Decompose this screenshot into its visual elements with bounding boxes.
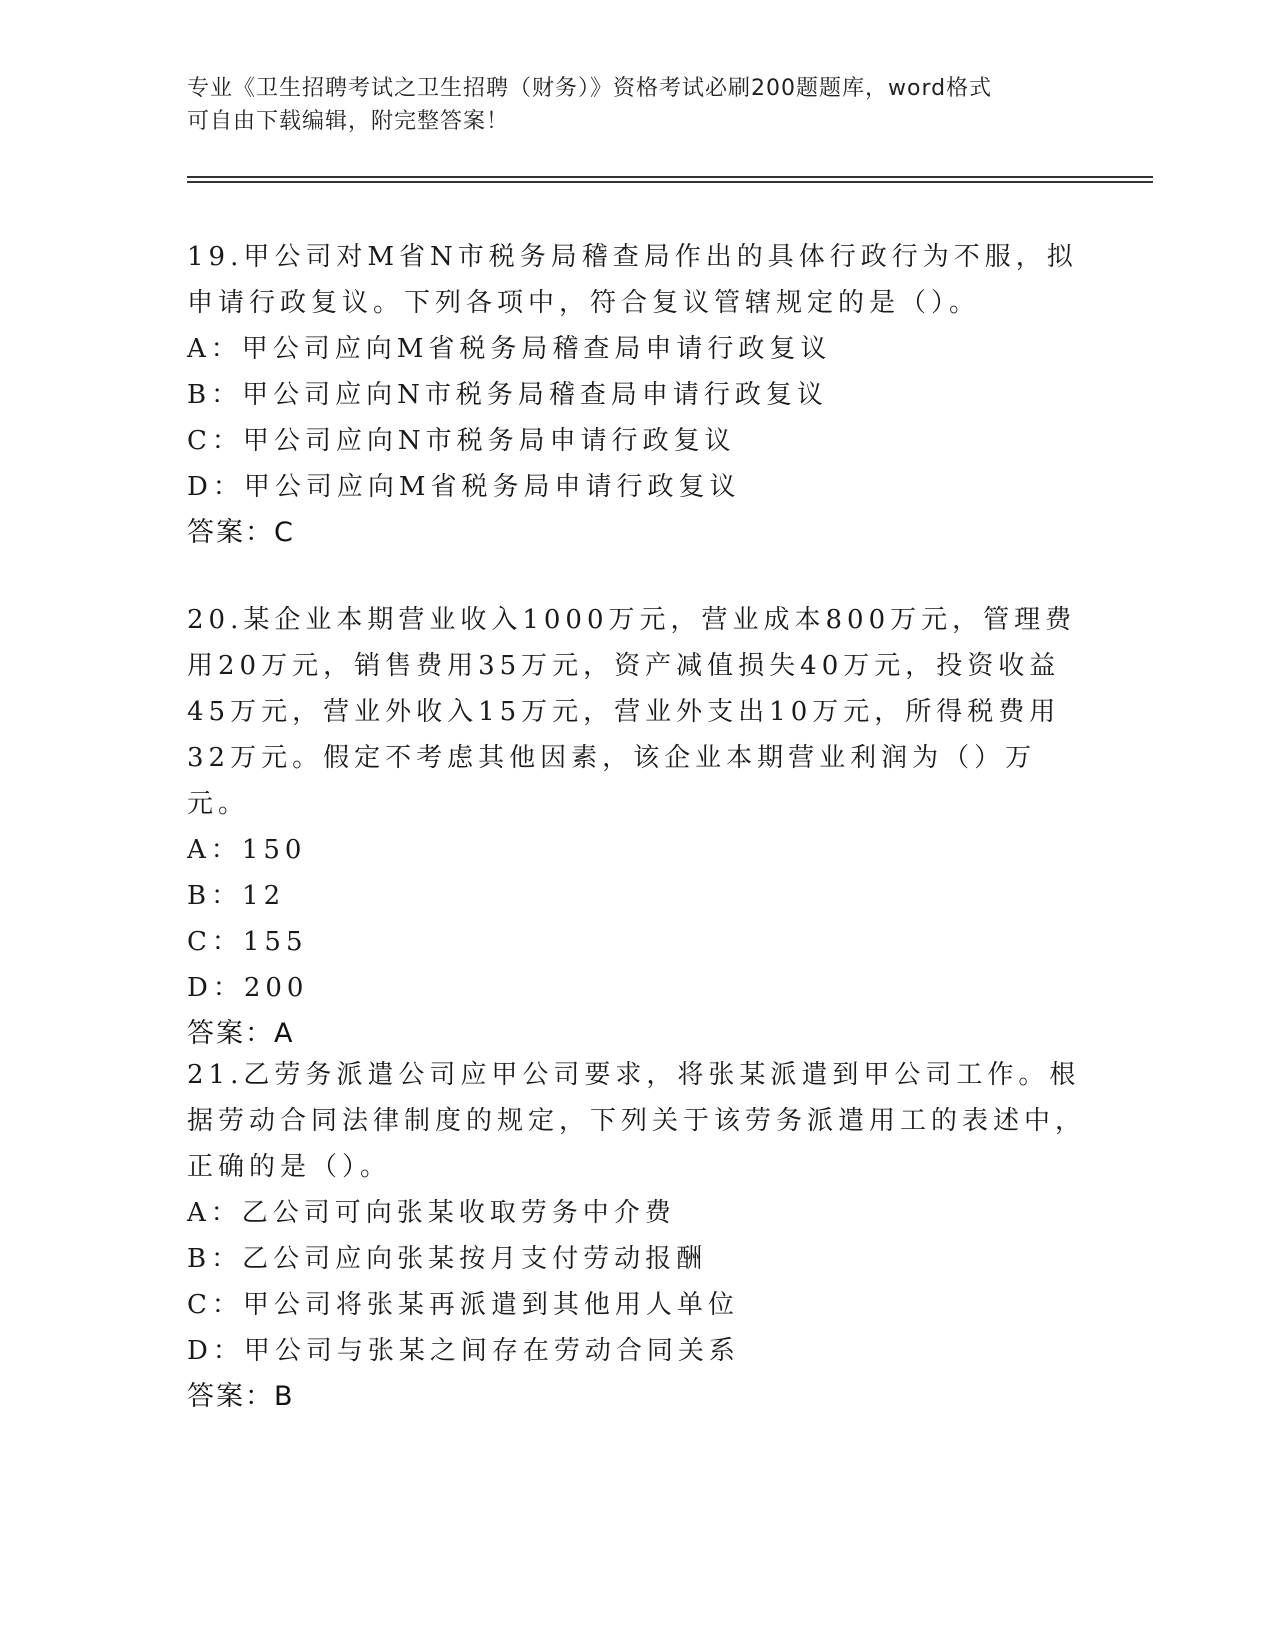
- option-c: C：甲公司将张某再派遣到其他用人单位: [187, 1290, 739, 1320]
- answer-line: 答案：A: [187, 1018, 295, 1049]
- header-divider-top: [187, 176, 1153, 178]
- option-a: A：乙公司可向张某收取劳务中介费: [187, 1198, 676, 1228]
- answer-line: 答案：B: [187, 1381, 295, 1412]
- question-21: [187, 1052, 1087, 1420]
- question-19: [187, 234, 1087, 556]
- question-20: [187, 597, 1087, 1057]
- question-text: 20.某企业本期营业收入1000万元，营业成本800万元，管理费用20万元，销售费用35万元，资产减值损失40万元，投资收益45万元，营业外收入15万元，营业外支出10万元，所得税费用32万元。假定不考虑其他因素，该企业本期营业利润为（）万元。: [187, 605, 1077, 819]
- option-d: D：200: [187, 973, 309, 1003]
- answer-line: 答案：C: [187, 517, 295, 548]
- option-d: D：甲公司与张某之间存在劳动合同关系: [187, 1336, 740, 1366]
- option-b: B：12: [187, 881, 286, 911]
- option-c: C：155: [187, 927, 308, 957]
- header-line-2: 可自由下载编辑，附完整答案！: [187, 109, 510, 134]
- option-a: A：甲公司应向M省税务局稽查局申请行政复议: [187, 334, 832, 364]
- question-text: 21.乙劳务派遣公司应甲公司要求，将张某派遣到甲公司工作。根据劳动合同法律制度的规定，下列关于该劳务派遣用工的表述中，正确的是（）。: [187, 1060, 1087, 1182]
- question-text: 19.甲公司对M省N市税务局稽查局作出的具体行政行为不服，拟申请行政复议。下列各项中，符合复议管辖规定的是（）。: [187, 242, 1078, 318]
- option-d: D：甲公司应向M省税务局申请行政复议: [187, 472, 741, 502]
- option-b: B：甲公司应向N市税务局稽查局申请行政复议: [187, 380, 828, 410]
- document-header: [187, 72, 1067, 138]
- option-c: C：甲公司应向N市税务局申请行政复议: [187, 426, 736, 456]
- option-a: A：150: [187, 835, 307, 865]
- option-b: B：乙公司应向张某按月支付劳动报酬: [187, 1244, 708, 1274]
- header-divider-bottom: [187, 181, 1153, 183]
- header-line-1: 专业《卫生招聘考试之卫生招聘（财务）》资格考试必刷200题题库，word格式: [187, 76, 993, 101]
